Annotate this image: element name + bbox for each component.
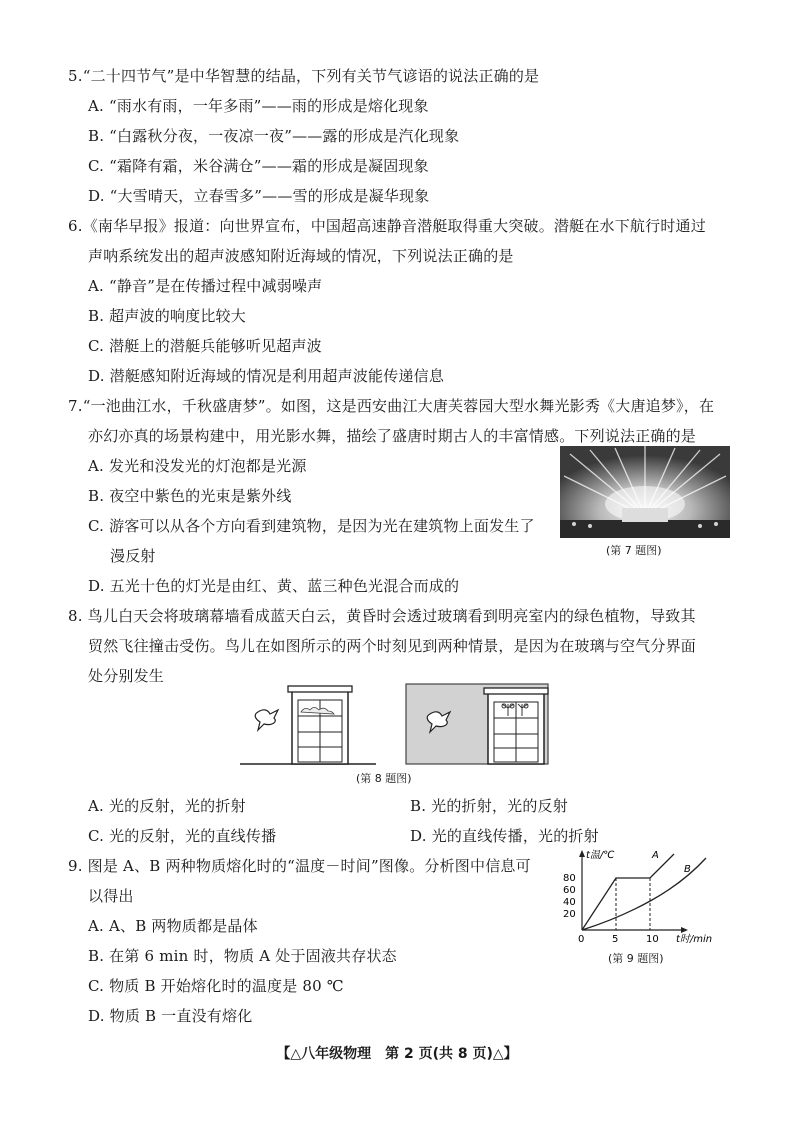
q9-option-b: B. 在第 6 min 时，物质 A 处于固液共存状态 [88, 947, 397, 965]
curve-a [582, 854, 674, 930]
q6-option-c: C. 潜艇上的潜艇兵能够听见超声波 [88, 337, 322, 355]
q6-stem-line1: 6.《南华早报》报道：向世界宣布，中国超高速静音潜艇取得重大突破。潜艇在水下航行时通过 [68, 217, 706, 235]
q7-option-d: D. 五光十色的灯光是由红、黄、蓝三种色光混合而成的 [88, 577, 460, 595]
q8-option-c: C. 光的反射，光的直线传播 [88, 827, 277, 845]
q7-stem-line1: 7.“一池曲江水，千秋盛唐梦”。如图，这是西安曲江大唐芙蓉园大型水舞光影秀《大唐追梦》，在 [68, 397, 715, 415]
q9-option-d: D. 物质 B 一直没有熔化 [88, 1007, 253, 1025]
x-axis-label: t时/min [676, 934, 713, 945]
y-tick: 60 [563, 885, 576, 896]
q7-stem-line2: 亦幻亦真的场景构建中，用光影水舞，描绘了盛唐时期古人的丰富情感。下列说法正确的是 [88, 427, 697, 445]
q6-option-b: B. 超声波的响度比较大 [88, 307, 246, 325]
q5-option-b: B. “白露秋分夜，一夜凉一夜”——露的形成是汽化现象 [88, 127, 460, 145]
curve-a-label: A [652, 850, 659, 861]
q7-option-a: A. 发光和没发光的灯泡都是光源 [88, 457, 307, 475]
q8-stem-line3: 处分别发生 [88, 667, 165, 685]
q5-option-a: A. “雨水有雨，一年多雨”——雨的形成是熔化现象 [88, 97, 429, 115]
q7-option-c-line1: C. 游客可以从各个方向看到建筑物，是因为光在建筑物上面发生了 [88, 517, 535, 535]
q7-option-c-line2: 漫反射 [110, 547, 156, 565]
y-tick: 40 [563, 897, 576, 908]
q8-option-a: A. 光的反射，光的折射 [88, 797, 246, 815]
q8-figure [238, 682, 550, 768]
y-axis-label: t温/℃ [586, 850, 615, 861]
q6-stem-line2: 声呐系统发出的超声波感知附近海域的情况，下列说法正确的是 [88, 247, 514, 265]
q9-temperature-time-graph [560, 848, 728, 946]
q8-option-d: D. 光的直线传播，光的折射 [410, 827, 599, 845]
q6-option-d: D. 潜艇感知附近海域的情况是利用超声波能传递信息 [88, 367, 445, 385]
bird-icon [255, 710, 278, 730]
q9-option-c: C. 物质 B 开始熔化时的温度是 80 ℃ [88, 977, 344, 995]
x-tick: 5 [612, 934, 619, 945]
y-tick: 80 [563, 873, 576, 884]
x-tick: 0 [578, 934, 585, 945]
q6-option-a: A. “静音”是在传播过程中减弱噪声 [88, 277, 323, 295]
q7-option-b: B. 夜空中紫色的光束是紫外线 [88, 487, 292, 505]
q8-stem-line2: 贸然飞往撞击受伤。鸟儿在如图所示的两个时刻见到两种情景，是因为在玻璃与空气分界面 [88, 637, 697, 655]
page-footer: 【△八年级物理 第 2 页(共 8 页)△】 [276, 1046, 518, 1062]
y-tick: 20 [563, 909, 576, 920]
q8-option-b: B. 光的折射，光的反射 [410, 797, 568, 815]
q9-stem-line2: 以得出 [88, 887, 134, 905]
q5-stem: 5.“二十四节气”是中华智慧的结晶，下列有关节气谚语的说法正确的是 [68, 67, 540, 85]
q8-stem-line1: 8. 鸟儿白天会将玻璃幕墙看成蓝天白云，黄昏时会透过玻璃看到明亮室内的绿色植物，导致其 [68, 607, 696, 625]
q7-light-show-photo [560, 446, 730, 538]
q9-caption: (第 9 题图) [608, 952, 664, 965]
q8-caption: (第 8 题图) [356, 772, 412, 785]
x-tick: 10 [646, 934, 659, 945]
q9-stem-line1: 9. 图是 A、B 两种物质熔化时的“温度－时间”图像。分析图中信息可 [68, 857, 531, 875]
q9-option-a: A. A、B 两物质都是晶体 [88, 917, 258, 935]
q7-caption: (第 7 题图) [606, 544, 662, 557]
q5-option-c: C. “霜降有霜，米谷满仓”——霜的形成是凝固现象 [88, 157, 429, 175]
q5-option-d: D. “大雪晴天，立春雪多”——雪的形成是凝华现象 [88, 187, 430, 205]
curve-b-label: B [684, 864, 691, 875]
